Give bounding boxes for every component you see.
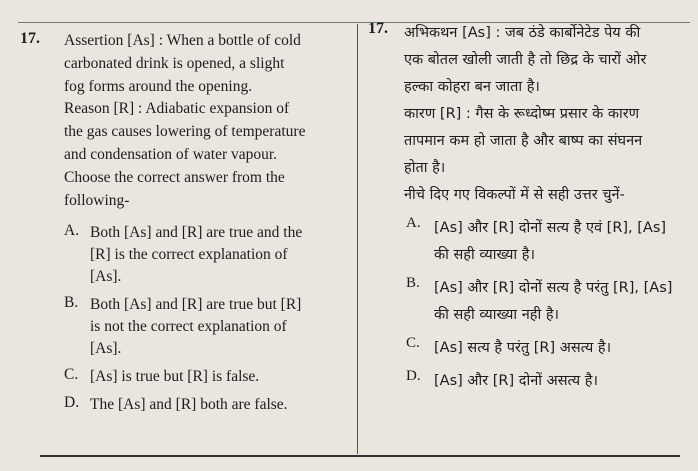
question-text — [404, 20, 688, 209]
option-line: की सही व्याख्या नही है। — [434, 307, 560, 323]
question-text — [64, 30, 345, 212]
option-line: [As]. — [90, 340, 122, 358]
option-line: Both [As] and [R] are true but [R] — [90, 296, 302, 314]
option-key: A. — [406, 215, 421, 231]
question-line: तापमान कम हो जाता है और बाष्प का संघनन — [404, 133, 643, 149]
option-key: C. — [406, 335, 420, 351]
question-line: नीचे दिए गए विकल्पों में से सही उत्तर चुनें- — [404, 187, 625, 203]
option-line: [As] और [R] दोनों सत्य है परंतु [R], [As] — [434, 280, 673, 296]
option-key: D. — [406, 368, 421, 384]
option-b — [368, 275, 688, 329]
question-line: fog forms around the opening. — [64, 77, 253, 95]
option-c — [368, 335, 688, 362]
option-a — [20, 222, 345, 288]
option-line: [As] और [R] दोनों सत्य है एवं [R], [As] — [434, 220, 667, 236]
question-line: कारण [R] : गैस के रूध्दोष्म प्रसार के कारण — [404, 106, 640, 122]
question-line: following- — [64, 191, 130, 209]
option-line: [R] is the correct explanation of — [90, 246, 288, 264]
option-key: B. — [406, 275, 420, 291]
option-line: [As] सत्य है परंतु [R] असत्य है। — [434, 340, 612, 356]
option-line: [As]. — [90, 268, 122, 286]
question-line: carbonated drink is opened, a slight — [64, 54, 285, 72]
question-line: हल्का कोहरा बन जाता है। — [404, 79, 540, 95]
option-line: की सही व्याख्या है। — [434, 247, 535, 263]
option-d — [20, 394, 345, 416]
option-line: is not the correct explanation of — [90, 318, 287, 336]
option-key: D. — [64, 394, 80, 412]
question-line: होता है। — [404, 160, 446, 176]
question-line: अभिकथन [As] : जब ठंडे कार्बोनेटेड पेय की — [404, 25, 641, 41]
question-number: 17. — [20, 30, 40, 47]
hindi-question-block — [368, 20, 688, 395]
option-key: C. — [64, 366, 79, 384]
question-line: Assertion [As] : When a bottle of cold — [64, 32, 301, 49]
option-line: [As] और [R] दोनों असत्य है। — [434, 373, 598, 389]
question-line: the gas causes lowering of temperature — [64, 123, 306, 141]
bottom-rule — [40, 455, 680, 457]
column-divider — [357, 24, 358, 454]
option-line: Both [As] and [R] are true and the — [90, 224, 303, 242]
option-b — [20, 294, 345, 360]
option-key: A. — [64, 222, 80, 240]
question-line: Choose the correct answer from the — [64, 168, 285, 186]
question-line: Reason [R] : Adiabatic expansion of — [64, 100, 290, 118]
english-question-block — [20, 30, 345, 416]
option-key: B. — [64, 294, 79, 312]
option-d — [368, 368, 688, 395]
question-line: and condensation of water vapour. — [64, 145, 278, 163]
question-number: 17. — [368, 20, 388, 37]
option-c — [20, 366, 345, 388]
option-line: [As] is true but [R] is false. — [90, 368, 260, 386]
option-line: The [As] and [R] both are false. — [90, 396, 288, 414]
question-line: एक बोतल खोली जाती है तो छिद्र के चारों ओर — [404, 52, 647, 68]
option-a — [368, 215, 688, 269]
